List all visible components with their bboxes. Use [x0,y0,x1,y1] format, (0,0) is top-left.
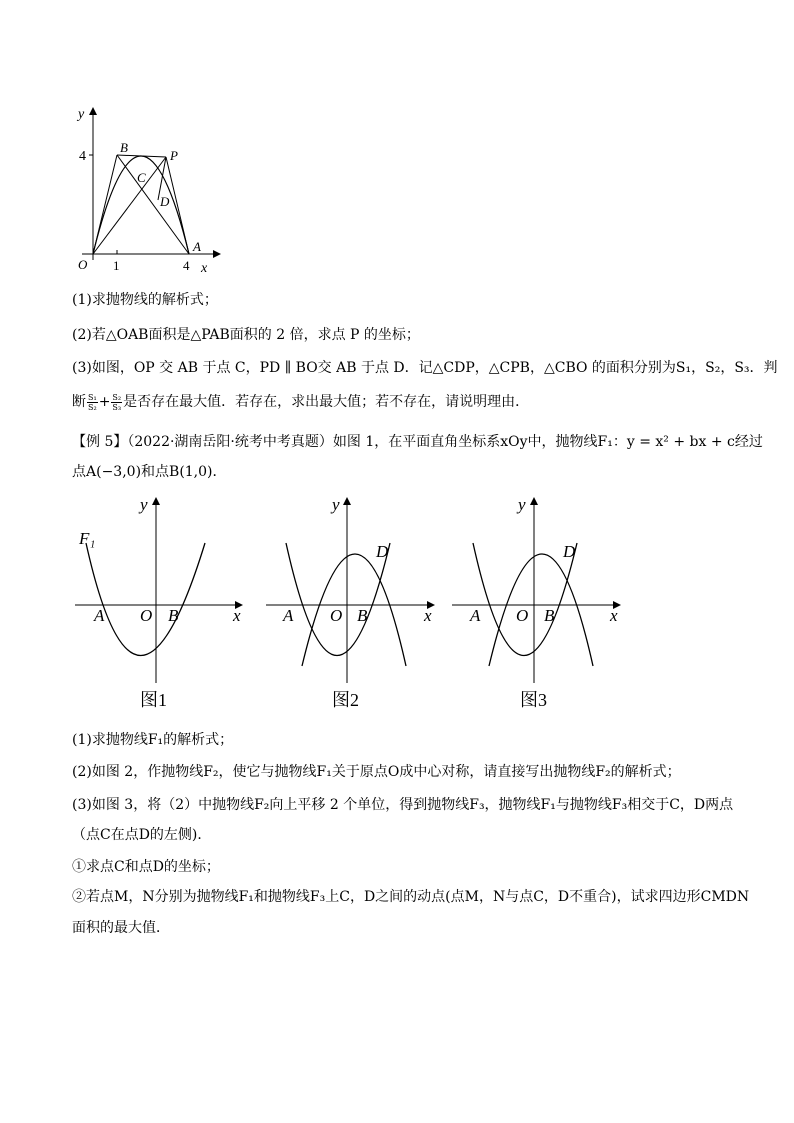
example-5-line2: 点A(−3,0)和点B(1,0)． [72,464,227,480]
frac1-numerator: S₁ [88,392,97,402]
part-3-sub1: ①求点C和点D的坐标； [72,859,220,875]
question-1: (1)求抛物线的解析式； [72,292,218,308]
frac1-denominator: S₂ [88,402,97,412]
graph-3 [452,495,620,710]
part-3-sub2-line1: ②若点M，N分别为抛物线F₁和抛物线F₃上C，D之间的动点(点M，N与点C，D不重合)，试求四边形CMDN [72,889,750,905]
fig1-tick-x1: 1 [113,258,120,273]
g1-label-f1: F₁ [79,529,96,548]
g2-label-y: y [332,495,340,514]
segment-bp [117,155,166,157]
fig1-label-d: D [160,194,170,209]
part-2: (2)如图 2，作抛物线F₂，使它与抛物线F₁关于原点O成中心对称，请直接写出抛物线F₂的解析式； [72,764,681,780]
g3-label-a: A [470,606,481,625]
q3-prefix: 断 [72,394,86,410]
part-1: (1)求抛物线F₁的解析式； [72,732,234,748]
question-2: (2)若△OAB面积是△PAB面积的 2 倍，求点 P 的坐标； [72,327,420,343]
figure-parabola-triangle [70,100,230,280]
g1-parabola-f1 [86,543,205,656]
g1-label-x: x [233,606,241,625]
g2-parabola-f2 [302,554,406,666]
g3-parabola-f1 [473,543,577,656]
g3-label-b: B [544,606,555,625]
fig1-label-x: x [201,261,208,276]
g2-label-d: D [376,542,389,561]
g3-caption: 图3 [520,690,547,710]
g2-label-a: A [283,606,294,625]
g3-parabola-f3 [489,554,593,666]
part-3-line1: (3)如图 3，将（2）中抛物线F₂向上平移 2 个单位，得到抛物线F₃，抛物线F₁与抛物线F₃相交于C，D两点 [72,797,734,813]
graph-1 [75,495,242,710]
segment-ob [93,155,117,254]
fig1-label-o: O [78,257,88,272]
g3-label-o: O [516,606,529,625]
q3-plus: + [98,394,111,410]
segment-pa [166,157,189,254]
g2-label-b: B [357,606,368,625]
frac2-denominator: S₃ [112,402,122,412]
q3-suffix: 是否存在最大值．若存在，求出最大值；若不存在，请说明理由． [123,394,530,410]
frac2-numerator: S₂ [112,392,122,402]
segment-ab [117,155,189,254]
fraction-s2-s3 [111,393,122,412]
g1-label-b: B [168,606,179,625]
question-3-line1: (3)如图，OP 交 AB 于点 C，PD ∥ BO交 AB 于点 D．记△CDP，△CPB，△CBO 的面积分别为S₁，S₂，S₃．判 [72,360,778,376]
g1-label-a: A [94,606,105,625]
question-3-line2 [72,392,752,412]
fig1-label-a: A [193,239,201,254]
example-5-line1: 【例 5】（2022·湖南岳阳·统考中考真题）如图 1，在平面直角坐标系xOy中，抛物线F₁：y = x² + bx + c经过 [72,434,763,450]
part-3-line2: （点C在点D的左侧)． [72,827,212,843]
g3-label-d: D [563,542,576,561]
fig1-label-p: P [170,148,178,163]
three-graphs-figure [70,488,630,718]
fig1-label-c: C [137,170,146,185]
g1-label-y: y [140,495,148,514]
g2-label-o: O [330,606,343,625]
g2-caption: 图2 [332,690,359,710]
g3-label-x: x [610,606,618,625]
fig1-label-y: y [78,107,85,122]
g1-caption: 图1 [140,690,167,710]
part-3-sub2-line2: 面积的最大值． [72,920,170,936]
fig1-tick-y4: 4 [79,149,86,164]
g3-label-y: y [518,495,526,514]
fraction-s1-s2 [87,393,98,412]
fig1-tick-x4: 4 [183,258,190,273]
g2-parabola-f1 [286,543,390,656]
graph-2 [266,495,434,710]
g1-label-o: O [140,606,153,625]
g2-label-x: x [424,606,432,625]
fig1-label-b: B [120,140,128,155]
